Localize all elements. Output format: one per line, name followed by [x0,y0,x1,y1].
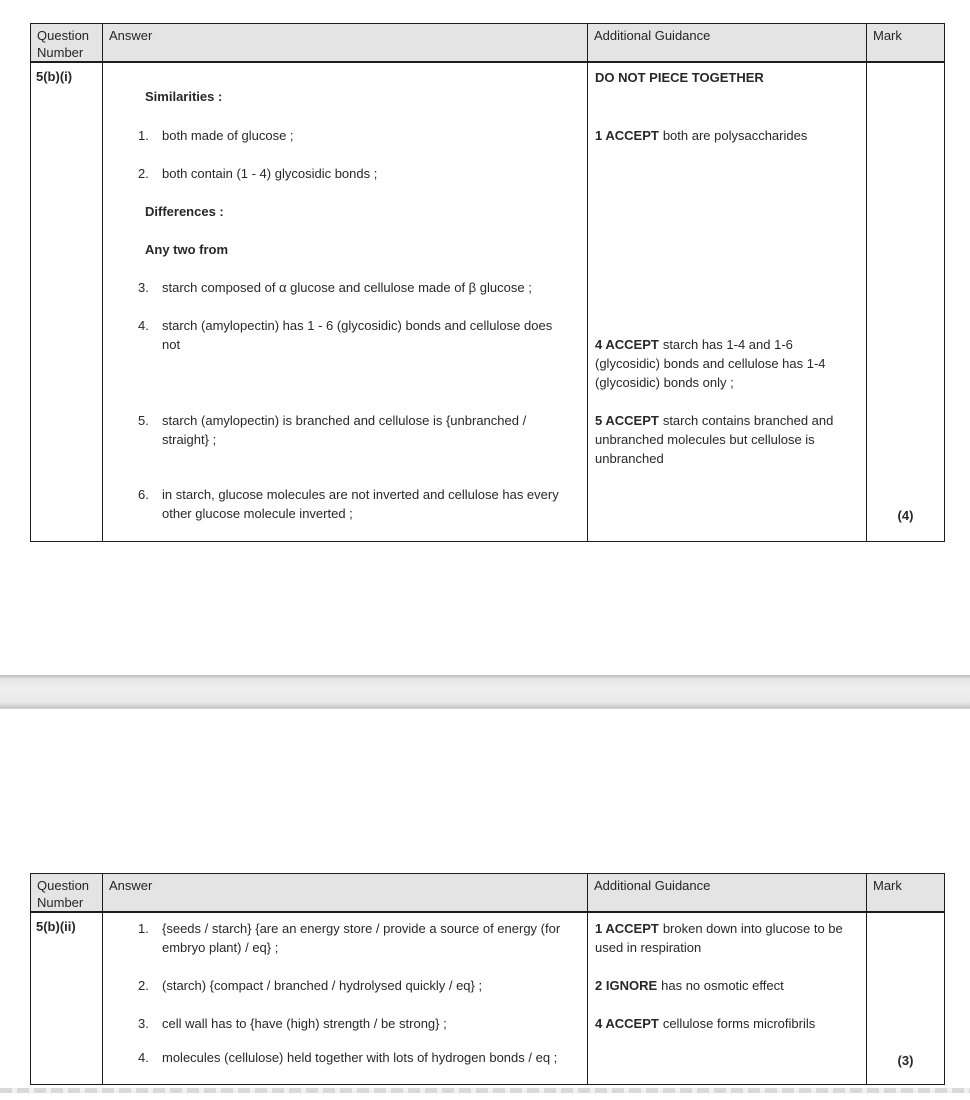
item-number: 5. [138,413,149,428]
item-number: 4. [138,1050,149,1065]
answer-item-2 [103,164,567,183]
answer-item-3 [103,1014,567,1033]
guidance-prefix: 5 ACCEPT [595,413,659,428]
mark-value: (3) [897,1053,914,1068]
answer-cell [103,913,588,1084]
item-text: starch composed of α glucose and cellulose made of β glucose ; [162,280,532,295]
item-number: 6. [138,487,149,502]
header-mark: Mark [873,28,902,43]
guidance-prefix: 1 ACCEPT [595,128,659,143]
item-text: (starch) {compact / branched / hydrolysed quickly / eq} ; [162,978,483,993]
guidance-text: broken down into glucose to be used in respiration [595,921,843,955]
guidance-prefix: 1 ACCEPT [595,921,659,936]
mark-scheme-table-5bi [30,23,945,542]
guidance-prefix: 2 IGNORE [595,978,658,993]
header-question-number: Question Number [31,24,103,64]
header-answer: Answer [103,874,588,914]
item-number: 1. [138,921,149,936]
guidance-prefix: 4 ACCEPT [595,337,659,352]
item-number: 3. [138,280,149,295]
answer-cell [103,63,588,541]
header-answer: Answer [103,24,588,64]
header-mark: Mark [873,878,902,893]
item-text: {seeds / starch} {are an energy store / provide a source of energy (for embryo plant) / eq} ; [162,921,561,955]
item-number: 1. [138,128,149,143]
item-number: 2. [138,978,149,993]
similarities-heading: Similarities : [145,89,223,104]
item-text: starch (amylopectin) is branched and cellulose is {unbranched / straight} ; [162,413,527,447]
table-row [31,913,944,1084]
header-additional-guidance: Additional Guidance [588,24,867,64]
guidance-cell [588,63,867,541]
header-question-number: Question Number [31,874,103,914]
mark-cell [867,63,944,541]
guidance-text: has no osmotic effect [661,978,784,993]
item-text: starch (amylopectin) has 1 - 6 (glycosidic) bonds and cellulose does not [162,318,553,352]
table-header-row [31,874,944,913]
answer-item-4 [103,1048,567,1067]
answer-item-1 [103,126,567,145]
guidance-item-4 [595,1014,858,1033]
mark-cell [867,913,944,1084]
item-text: molecules (cellulose) held together with lots of hydrogen bonds / eq ; [162,1050,558,1065]
mark-value: (4) [897,508,914,523]
item-text: in starch, glucose molecules are not inverted and cellulose has every other glucose molecule inverted ; [162,487,559,521]
answer-item-2 [103,976,567,995]
guidance-note: DO NOT PIECE TOGETHER [595,70,764,85]
item-number: 3. [138,1016,149,1031]
table-header-row [31,24,944,63]
item-number: 2. [138,166,149,181]
item-text: both contain (1 - 4) glycosidic bonds ; [162,166,378,181]
cutoff-edge-strip [0,1088,970,1093]
question-number: 5(b)(i) [31,63,103,541]
page-separator-band [0,675,970,709]
guidance-text: starch contains branched and unbranched molecules but cellulose is unbranched [595,413,834,466]
item-number: 4. [138,318,149,333]
answer-item-6 [103,485,567,523]
item-text: cell wall has to {have (high) strength / be strong} ; [162,1016,447,1031]
guidance-item-2 [595,976,858,995]
mark-scheme-table-5bii [30,873,945,1085]
differences-heading: Differences : [145,204,224,219]
answer-item-5 [103,411,567,449]
table-row [31,63,944,541]
any-two-from-heading: Any two from [145,242,229,257]
guidance-item-1 [595,919,858,957]
guidance-cell [588,913,867,1084]
answer-item-1 [103,919,567,957]
answer-item-4 [103,316,567,354]
guidance-text: both are polysaccharides [662,128,808,143]
guidance-prefix: 4 ACCEPT [595,1016,659,1031]
question-number: 5(b)(ii) [31,913,103,1084]
guidance-item-4 [595,335,858,392]
item-text: both made of glucose ; [162,128,294,143]
header-additional-guidance: Additional Guidance [588,874,867,914]
answer-item-3 [103,278,567,297]
guidance-item-5 [595,411,858,468]
guidance-text: cellulose forms microfibrils [662,1016,816,1031]
guidance-item-1 [595,126,858,145]
guidance-text: starch has 1-4 and 1-6 (glycosidic) bonds and cellulose has 1-4 (glycosidic) bonds only ; [595,337,826,390]
